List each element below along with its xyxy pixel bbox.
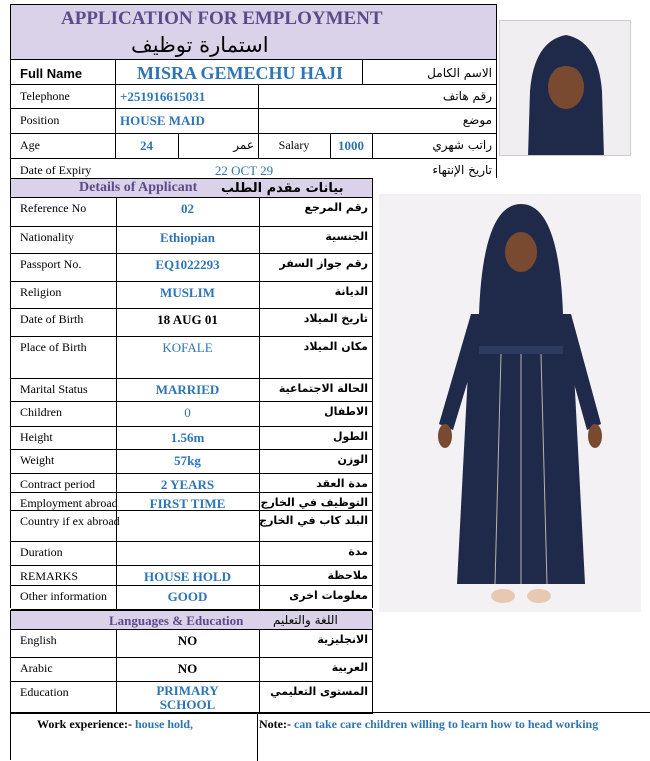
language-label: Education (20, 685, 69, 699)
detail-label: Reference No (20, 201, 87, 215)
languages-header (10, 610, 373, 630)
detail-arabic: مدة العقد (316, 477, 368, 490)
detail-label: Contract period (20, 477, 95, 491)
details-table (10, 198, 373, 608)
detail-value: 57kg (174, 453, 201, 468)
expiry-arabic: تاريخ الإنتهاء (432, 163, 492, 177)
language-value: NO (177, 661, 198, 676)
language-row (11, 630, 372, 658)
detail-label: Duration (20, 545, 63, 559)
salary-value: 1000 (338, 138, 364, 153)
title-english: APPLICATION FOR EMPLOYMENT (61, 8, 383, 29)
detail-row (11, 282, 372, 309)
detail-label: REMARKS (20, 569, 79, 583)
position-value: HOUSE MAID (120, 113, 205, 128)
detail-label: Other information (20, 589, 107, 603)
detail-row (11, 254, 372, 282)
detail-label: Place of Birth (20, 340, 87, 354)
age-label: Age (20, 138, 40, 152)
detail-label: Children (20, 405, 62, 419)
detail-label: Weight (20, 453, 55, 467)
work-experience-label: Work experience:- (37, 717, 132, 731)
language-value (116, 684, 259, 712)
language-value-line: SCHOOL (159, 697, 216, 712)
work-experience (37, 717, 193, 732)
detail-label: Date of Birth (20, 312, 84, 326)
detail-value: HOUSE HOLD (143, 569, 232, 584)
detail-value: GOOD (167, 589, 208, 604)
detail-arabic: الاطفال (324, 405, 368, 418)
title-arabic: استمارة توظيف (131, 33, 269, 57)
full-name-label: Full Name (20, 66, 83, 81)
detail-arabic: البلد كاب في الخارج (259, 514, 368, 527)
detail-arabic: رقم جواز السفر (279, 257, 368, 270)
position-label: Position (20, 113, 60, 127)
salary-arabic: راتب شهري (432, 138, 492, 152)
detail-row (11, 427, 372, 450)
full-body-figure (379, 194, 641, 612)
language-value-line: PRIMARY (156, 683, 219, 698)
detail-arabic: رقم المرجع (304, 201, 368, 214)
full-body-photo (379, 194, 641, 612)
detail-value: MARRIED (155, 382, 220, 397)
language-label: English (20, 633, 57, 647)
detail-value: FIRST TIME (149, 496, 226, 511)
footer-row (10, 712, 650, 760)
language-arabic: الانجليزية (317, 633, 368, 646)
detail-arabic: مكان الميلاد (303, 340, 368, 353)
detail-arabic: الجنسية (325, 230, 368, 243)
language-row (11, 658, 372, 682)
language-arabic: المستوى التعليمي (270, 685, 368, 698)
detail-label: Country if ex abroad (20, 514, 120, 528)
position-arabic: موضع (462, 113, 492, 127)
work-experience-value: house hold, (134, 717, 193, 731)
telephone-value: +251916615031 (120, 89, 206, 104)
details-header-arabic: بيانات مقدم الطلب (221, 181, 344, 196)
language-row (11, 682, 372, 714)
detail-arabic: الديانة (334, 285, 368, 298)
detail-arabic: معلومات اخرى (289, 589, 368, 602)
detail-row (11, 542, 372, 566)
detail-row (11, 309, 372, 337)
detail-value: 02 (181, 201, 194, 216)
note-label: Note:- (259, 717, 291, 731)
detail-row (11, 379, 372, 402)
detail-value: 0 (184, 405, 191, 420)
detail-row (11, 511, 372, 542)
detail-label: Height (20, 430, 53, 444)
detail-row (11, 198, 372, 227)
age-value: 24 (140, 138, 153, 153)
detail-value: Ethiopian (160, 230, 215, 245)
detail-row (11, 586, 372, 610)
details-header-english: Details of Applicant (79, 180, 198, 195)
detail-value: 1.56m (170, 430, 205, 445)
languages-header-arabic: اللغة والتعليم (273, 613, 338, 627)
detail-value: EQ1022293 (155, 257, 220, 272)
title-header (10, 4, 497, 60)
full-name-arabic: الاسم الكامل (427, 66, 492, 80)
telephone-label: Telephone (20, 89, 70, 103)
languages-table (10, 630, 373, 714)
detail-value: KOFALE (162, 340, 213, 355)
expiry-value: 22 OCT 29 (214, 163, 274, 178)
detail-arabic: ملاحظة (327, 569, 368, 582)
detail-arabic: التوظيف في الخارج (260, 496, 368, 509)
detail-value: 18 AUG 01 (157, 312, 218, 327)
detail-arabic: الوزن (337, 453, 368, 466)
age-arabic: عمر (233, 138, 254, 152)
detail-row (11, 493, 372, 511)
detail-row (11, 450, 372, 474)
detail-label: Religion (20, 285, 62, 299)
languages-header-english: Languages & Education (109, 613, 244, 628)
detail-value: 2 YEARS (160, 477, 215, 492)
note-value: can take care children willing to learn how to head working (293, 717, 599, 731)
detail-row (11, 402, 372, 427)
detail-label: Nationality (20, 230, 74, 244)
detail-row (11, 474, 372, 493)
detail-row (11, 227, 372, 254)
salary-label: Salary (278, 138, 310, 152)
detail-arabic: تاريخ الميلاد (303, 312, 368, 325)
detail-row (11, 566, 372, 586)
detail-arabic: مدة (348, 545, 368, 558)
language-label: Arabic (20, 661, 53, 675)
language-arabic: العربية (331, 661, 368, 674)
headshot-photo (499, 20, 631, 156)
expiry-label: Date of Expiry (20, 163, 92, 177)
telephone-arabic: رقم هاتف (442, 89, 492, 103)
detail-arabic: الحالة الاجتماعية (278, 382, 368, 395)
detail-row (11, 337, 372, 379)
detail-label: Employment abroad (20, 496, 118, 510)
headshot-figure (500, 21, 631, 156)
details-header (10, 178, 373, 198)
detail-label: Passport No. (20, 257, 82, 271)
detail-arabic: الطول (332, 430, 368, 443)
detail-value: MUSLIM (160, 285, 215, 300)
language-value: NO (177, 633, 198, 648)
note (259, 717, 598, 732)
full-name-value: MISRA GEMECHU HAJI (136, 63, 343, 83)
detail-label: Marital Status (20, 382, 88, 396)
